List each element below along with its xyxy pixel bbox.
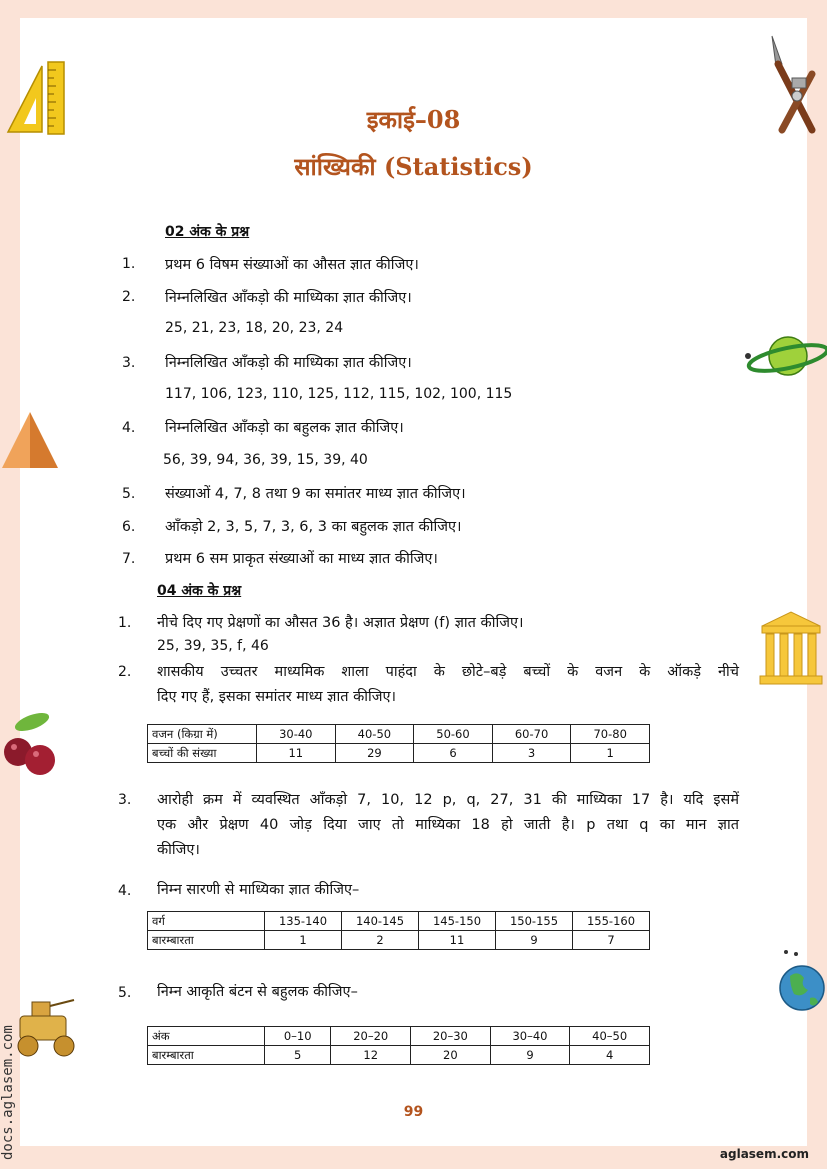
question-number: 7. [122,551,136,567]
table-cell: 30-40 [257,725,336,744]
question-text: निम्नलिखित आँकड़ो का बहुलक ज्ञात कीजिए। [165,420,404,436]
question-text: प्रथम 6 सम प्राकृत संख्याओं का माध्य ज्ञात कीजिए। [165,551,438,567]
table-cell: 150-155 [496,912,573,931]
question-number: 5. [118,985,132,1001]
question-text: निम्न सारणी से माध्यिका ज्ञात कीजिए– [157,882,360,898]
table-row [148,1046,650,1065]
marks-frequency-table [147,1026,650,1065]
chapter-title: सांख्यिकी (Statistics) [294,152,533,181]
question-text-line: आरोही क्रम में व्यवस्थित आँकड़ो 7, 10, 12 p, q, 27, 31 की माध्यिका 17 है। यदि इसमें [157,792,739,808]
table-cell: बच्चों की संख्या [148,744,257,763]
table-cell: 29 [335,744,414,763]
table-row [148,744,650,763]
planet-saturn-icon [740,326,827,386]
table-cell: 12 [331,1046,411,1065]
table-cell: 4 [570,1046,650,1065]
weight-table [147,724,650,763]
table-cell: 20–30 [411,1027,491,1046]
table-cell: वजन (किग्रा में) [148,725,257,744]
question-number: 4. [118,883,132,899]
table-cell: 11 [257,744,336,763]
table-cell: 1 [571,744,650,763]
question-text: निम्नलिखित आँकड़ो की माध्यिका ज्ञात कीजिए। [165,290,412,306]
globe-icon [776,948,826,1018]
question-text: निम्न आकृति बंटन से बहुलक कीजिए– [157,984,358,1000]
table-row [148,931,650,950]
table-cell: 11 [419,931,496,950]
question-number: 1. [118,615,132,631]
table-row [148,912,650,931]
section-heading-4-marks: 04 अंक के प्रश्न [157,583,242,599]
question-number: 2. [118,664,132,680]
temple-columns-icon [758,610,824,686]
table-row [148,725,650,744]
table-cell: 145-150 [419,912,496,931]
table-cell: 2 [342,931,419,950]
table-cell: 9 [496,931,573,950]
question-number: 3. [122,355,136,371]
table-cell: बारम्बारता [148,1046,265,1065]
table-cell: बारम्बारता [148,931,265,950]
question-text: आँकड़ो 2, 3, 5, 7, 3, 6, 3 का बहुलक ज्ञात कीजिए। [165,519,462,535]
pyramid-icon [0,408,60,472]
table-cell: 0–10 [265,1027,331,1046]
table-cell: 135-140 [265,912,342,931]
table-cell: 6 [414,744,493,763]
question-text-line: शासकीय उच्चतर माध्यमिक शाला पाहंदा के छोटे–बड़े बच्चों के वजन के ऑकड़े नीचे [157,664,739,680]
page-number: 99 [403,1104,424,1120]
question-data: 56, 39, 94, 36, 39, 15, 39, 40 [163,452,368,468]
table-cell: 60-70 [492,725,571,744]
table-cell: 140-145 [342,912,419,931]
table-cell: 30–40 [490,1027,570,1046]
question-data: 25, 39, 35, f, 46 [157,638,269,654]
table-cell: 9 [490,1046,570,1065]
berries-icon [2,708,60,782]
table-cell: 40-50 [335,725,414,744]
question-number: 6. [122,519,136,535]
question-number: 1. [122,256,136,272]
table-cell: 155-160 [573,912,650,931]
question-number: 4. [122,420,136,436]
table-cell: 50-60 [414,725,493,744]
question-text: निम्नलिखित आँकड़ो की माध्यिका ज्ञात कीजिए। [165,355,412,371]
question-number: 2. [122,289,136,305]
table-cell: 7 [573,931,650,950]
table-cell: 20–20 [331,1027,411,1046]
question-number: 3. [118,792,132,808]
watermark-text: docs.aglasem.com [0,1025,16,1160]
question-data: 117, 106, 123, 110, 125, 112, 115, 102, 100, 115 [165,386,513,402]
unit-title: इकाई–08 [366,105,461,134]
table-row [148,1027,650,1046]
table-cell: 1 [265,931,342,950]
table-cell: 5 [265,1046,331,1065]
question-number: 5. [122,486,136,502]
table-cell: 20 [411,1046,491,1065]
page-sheet [20,18,807,1146]
table-cell: 3 [492,744,571,763]
question-text-line: कीजिए। [157,842,200,858]
section-heading-2-marks: 02 अंक के प्रश्न [165,224,250,240]
question-text-line: दिए गए हैं, इसका समांतर माध्य ज्ञात कीजिए। [157,689,396,705]
question-text: नीचे दिए गए प्रेक्षणों का औसत 36 है। अज्ञात प्रेक्षण (f) ज्ञात कीजिए। [157,615,524,631]
question-text-line: एक और प्रेक्षण 40 जोड़ दिया जाए तो माध्यिका 18 हो जाती है। p तथा q का मान ज्ञात [157,817,739,833]
class-frequency-table [147,911,650,950]
table-cell: अंक [148,1027,265,1046]
site-brand: aglasem.com [719,1147,809,1161]
question-text: संख्याओं 4, 7, 8 तथा 9 का समांतर माध्य ज्ञात कीजिए। [165,486,466,502]
question-data: 25, 21, 23, 18, 20, 23, 24 [165,320,344,336]
table-cell: 70-80 [571,725,650,744]
question-text: प्रथम 6 विषम संख्याओं का औसत ज्ञात कीजिए। [165,257,419,273]
table-cell: वर्ग [148,912,265,931]
table-cell: 40–50 [570,1027,650,1046]
